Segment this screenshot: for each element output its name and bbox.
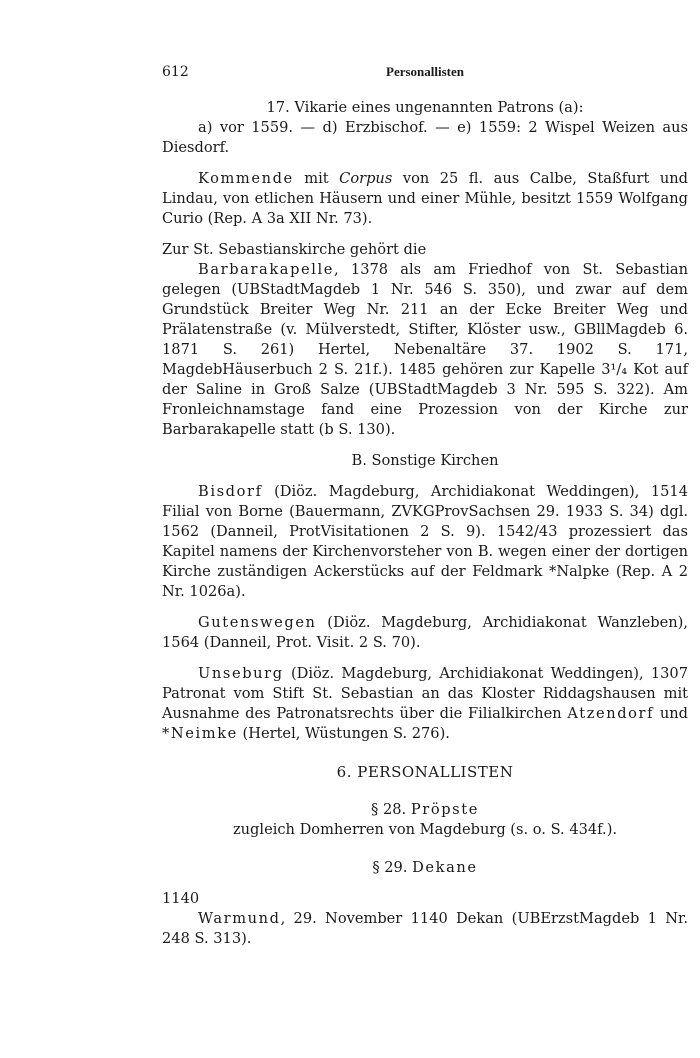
gutenswegen-paragraph: Gutenswegen (Diöz. Magdeburg, Archidiakonat Wanzleben), 1564 (Danneil, Prot. Visit. 2 S. 70). xyxy=(162,614,688,651)
barbara-term: Barbarakapelle xyxy=(198,261,335,278)
section-28-heading: § 28. Pröpste xyxy=(371,801,479,818)
page-number: 612 xyxy=(162,64,189,80)
corpus-term: Corpus xyxy=(339,170,393,187)
section-6-heading: 6. PERSONALLISTEN xyxy=(336,763,514,781)
atzendorf-term: Atzendorf xyxy=(567,705,655,722)
page-header xyxy=(162,62,688,82)
bisdorf-paragraph: Bisdorf (Diöz. Magdeburg, Archidiakonat Weddingen), 1514 Filial von Borne (Bauermann, ZVKGProvSachsen 29. 1933 S. 34) dgl. 1562 (Danneil, ProtVisitationen 2 S. 9). 1542/43 prozessiert das Kapitel namens der Kirchenvorsteher von B. wegen einer der dortigen Kirche zuständigen Ackerstücks auf der Feldmark *Nalpke (Rep. A 2 Nr. 1026a). xyxy=(162,483,688,600)
gutenswegen-term: Gutenswegen xyxy=(198,614,317,631)
vikarie-paragraph: a) vor 1559. — d) Erzbischof. — e) 1559: 2 Wispel Weizen aus Diesdorf. xyxy=(162,119,688,156)
unseburg-term: Unseburg xyxy=(198,665,284,682)
kommende-term: Kommende xyxy=(198,170,294,187)
year-1140: 1140 xyxy=(162,890,200,907)
warmund-term: Warmund xyxy=(198,910,281,927)
sebastian-intro: Zur St. Sebastianskirche gehört die xyxy=(162,241,427,258)
warmund-paragraph: Warmund, 29. November 1140 Dekan (UBErzstMagdeb 1 Nr. 248 S. 313). xyxy=(162,910,688,947)
section-28-subtitle: zugleich Domherren von Magdeburg (s. o. S. 434f.). xyxy=(232,821,618,838)
section-b-heading: B. Sonstige Kirchen xyxy=(351,452,499,469)
vikarie-heading: 17. Vikarie eines ungenannten Patrons (a): xyxy=(266,99,584,116)
page-body xyxy=(162,98,688,949)
neimke-term: *Neimke xyxy=(162,725,238,742)
barbara-paragraph: Barbarakapelle, 1378 als am Friedhof von St. Sebastian gelegen (UBStadtMagdeb 1 Nr. 546 S. 350), und zwar auf dem Grundstück Breiter Weg Nr. 211 an der Ecke Breiter Weg und Prälatenstraße (v. Mülverstedt, Stifter, Klöster usw., GBllMagdeb 6. 1871 S. 261) Hertel, Nebenaltäre 37. 1902 S. 171, MagdebHäuserbuch 2 S. 21f.). 1485 gehören zur Kapelle 3¹/₄ Kot auf der Saline in Groß Salze (UBStadtMagdeb 3 Nr. 595 S. 322). Am Fronleichnamstage fand eine Prozession von der Kirche zur Barbarakapelle statt (b S. 130). xyxy=(162,261,688,438)
kommende-paragraph: Kommende mit Corpus von 25 fl. aus Calbe, Staßfurt und Lindau, von etlichen Häusern und einer Mühle, besitzt 1559 Wolfgang Curio (Rep. A 3a XII Nr. 73). xyxy=(162,170,688,227)
section-29-heading: § 29. Dekane xyxy=(372,859,478,876)
running-title: Personallisten xyxy=(386,64,464,79)
bisdorf-term: Bisdorf xyxy=(198,483,263,500)
unseburg-paragraph: Unseburg (Diöz. Magdeburg, Archidiakonat Weddingen), 1307 Patronat vom Stift St. Sebastian an das Kloster Riddagshausen mit Ausnahme des Patronatsrechts über die Filialkirchen Atzendorf und *Neimke (Hertel, Wüstungen S. 276). xyxy=(162,665,688,742)
